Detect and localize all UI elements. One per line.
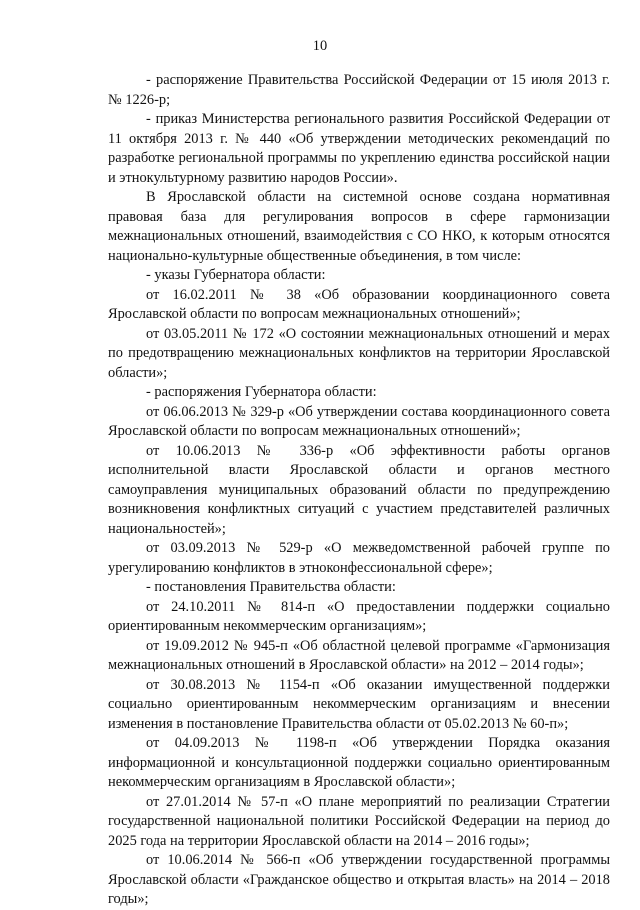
paragraph: от 27.01.2014 № 57-п «О плане мероприятий по реализации Стратегии государственной национальной политики Российской Федерации на период до 2025 года на территории Ярославской области на 2014 – 2016 годы»;: [108, 793, 610, 849]
paragraph: - распоряжение Правительства Российской Федерации от 15 июля 2013 г. № 1226-р;: [108, 72, 610, 108]
paragraph: - приказ Министерства регионального развития Российской Федерации от 11 октября 2013 г. № 440 «Об утверждении методических рекомендаций по разработке региональной программы по укреплению единства российской нации и этнокультурному развитию народов России».: [108, 111, 610, 186]
paragraph: - указы Губернатора области:: [146, 267, 326, 283]
paragraph: от 10.06.2014 № 566-п «Об утверждении государственной программы Ярославской области «Гражданское общество и открытая власть» на 2014 – 2018 годы»;: [108, 852, 610, 907]
paragraph: от 24.10.2011 № 814-п «О предоставлении поддержки социально ориентированным некоммерческим организациям»;: [108, 598, 610, 634]
paragraph: от 10.06.2013 № 336-р «Об эффективности работы органов исполнительной власти Ярославской области и органов местного самоуправления муниципальных образований области по предупреждению возникновения конфликтных ситуаций с участием представителей различных национальностей»;: [108, 442, 610, 537]
paragraph: от 04.09.2013 № 1198-п «Об утверждении Порядка оказания информационной и консультационной поддержки социально ориентированным некоммерческим организациям в Ярославской области»;: [108, 735, 610, 790]
paragraph: В Ярославской области на системной основе создана нормативная правовая база для регулирования вопросов в сфере гармонизации межнациональных отношений, взаимодействия с СО НКО, к которым относятся национально-культурные общественные объединения, в том числе:: [108, 189, 610, 264]
paragraph: от 06.06.2013 № 329-р «Об утверждении состава координационного совета Ярославской области по вопросам межнациональных отношений»;: [108, 403, 610, 439]
paragraph: от 19.09.2012 № 945-п «Об областной целевой программе «Гармонизация межнациональных отношений в Ярославской области» на 2012 – 2014 годы»;: [108, 637, 610, 673]
paragraph: от 03.05.2011 № 172 «О состоянии межнациональных отношений и мерах по предотвращению межнациональных конфликтов на территории Ярославской области»;: [108, 325, 610, 381]
paragraph: - постановления Правительства области:: [146, 579, 396, 595]
page-number: 10: [312, 38, 328, 54]
paragraph: от 03.09.2013 № 529-р «О межведомственной рабочей группе по урегулированию конфликтов в этноконфессиональной сфере»;: [108, 540, 610, 576]
paragraph: - распоряжения Губернатора области:: [146, 384, 377, 400]
document-body: [108, 71, 610, 910]
paragraph: от 30.08.2013 № 1154-п «Об оказании имущественной поддержки социально ориентированным некоммерческим организациям и внесении изменения в постановление Правительства области от 05.02.2013 № 60-п»;: [108, 676, 610, 732]
paragraph: от 16.02.2011 № 38 «Об образовании координационного совета Ярославской области по вопросам межнациональных отношений»;: [108, 286, 610, 322]
